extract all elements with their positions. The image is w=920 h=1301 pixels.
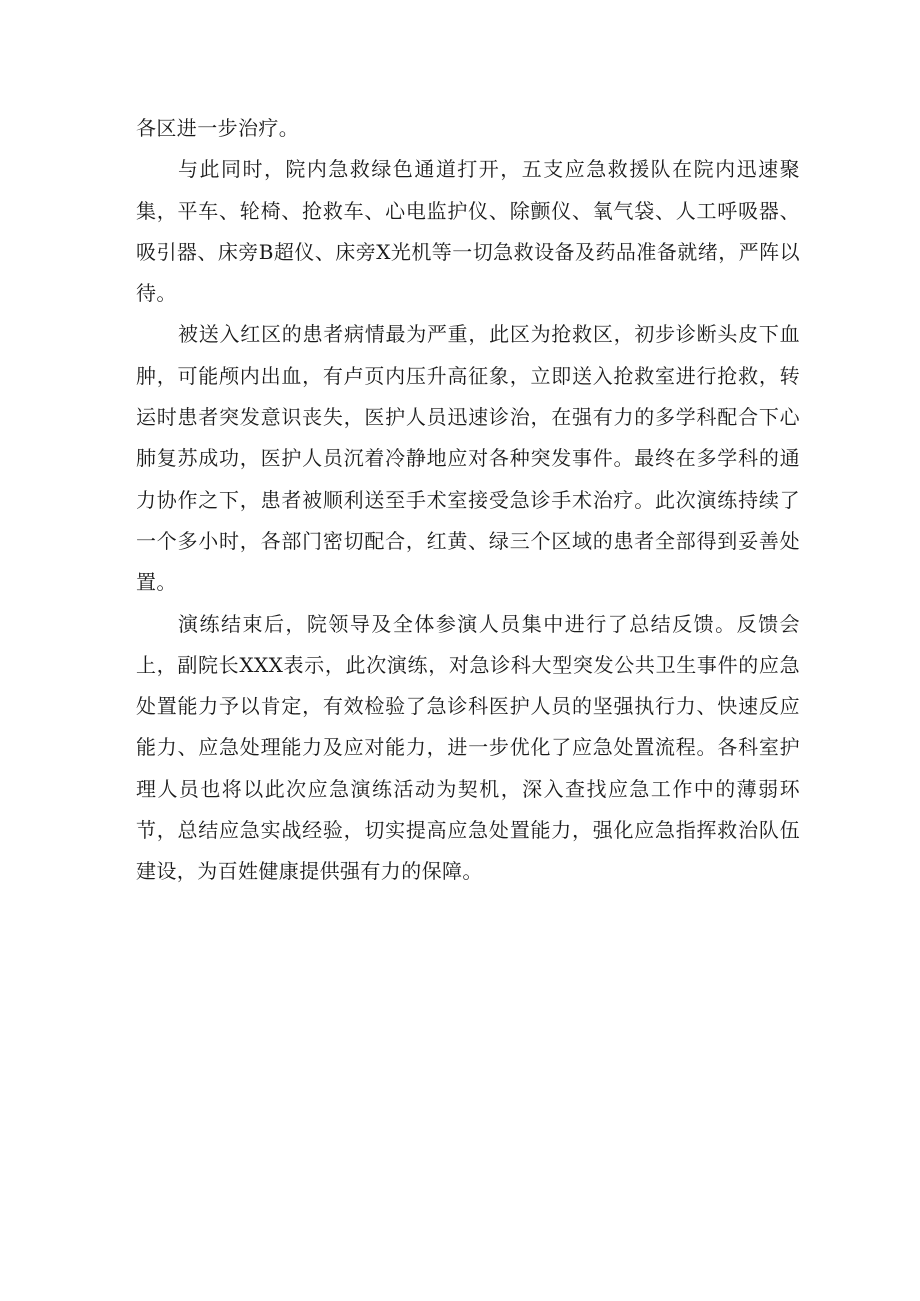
document-body xyxy=(136,108,800,893)
paragraph-red-zone-rescue: 被送入红区的患者病情最为严重，此区为抢救区，初步诊断头皮下血肿，可能颅内出血，有卢页内压升高征象，立即送入抢救室进行抢救，转运时患者突发意识丧失，医护人员迅速诊治，在强有力的多学科配合下心肺复苏成功，医护人员沉着冷静地应对各种突发事件。最终在多学科的通力协作之下，患者被顺利送至手术室接受急诊手术治疗。此次演练持续了一个多小时，各部门密切配合，红黄、绿三个区域的患者全部得到妥善处置。 xyxy=(136,322,800,595)
paragraph-continuation: 各区进一步治疗。 xyxy=(136,116,300,140)
paragraph-emergency-preparation: 与此同时，院内急救绿色通道打开，五支应急救援队在院内迅速聚集，平车、轮椅、抢救车、心电监护仪、除颤仪、氧气袋、人工呼吸器、吸引器、床旁B超仪、床旁X光机等一切急救设备及药品准备就绪，严阵以待。 xyxy=(136,157,800,306)
paragraph-summary-feedback: 演练结束后，院领导及全体参演人员集中进行了总结反馈。反馈会上，副院长XXX表示，此次演练，对急诊科大型突发公共卫生事件的应急处置能力予以肯定，有效检验了急诊科医护人员的坚强执行力、快速反应能力、应急处理能力及应对能力，进一步优化了应急处置流程。各科室护理人员也将以此次应急演练活动为契机，深入查找应急工作中的薄弱环节，总结应急实战经验，切实提高应急处置能力，强化应急指挥救治队伍建设，为百姓健康提供强有力的保障。 xyxy=(136,611,800,884)
